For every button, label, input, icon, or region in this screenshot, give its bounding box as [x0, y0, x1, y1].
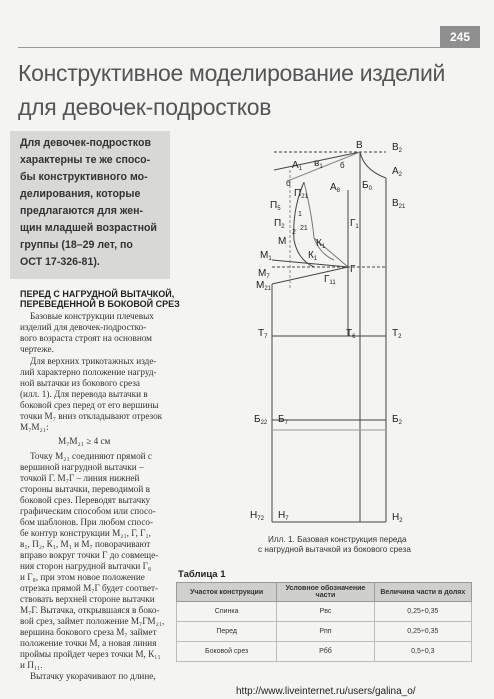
- label-B: В: [356, 140, 363, 151]
- body-line: отрезка прямой М₇Г будет соответ-: [20, 583, 159, 593]
- label-M21: $М_{21}$: [256, 280, 272, 292]
- table-row: [177, 602, 472, 622]
- label-B21: $В_{21}$: [392, 198, 406, 210]
- label-A1: $А_1$: [292, 160, 303, 172]
- intro-line: делирования, которые: [20, 188, 141, 200]
- label-n21: 21: [300, 225, 308, 232]
- table-header: Величина части в долях: [374, 583, 471, 602]
- label-M7: $М_7$: [258, 268, 270, 280]
- table-cell: Спинка: [177, 602, 277, 622]
- label-T6: $Т_6$: [346, 328, 356, 340]
- label-H2: $Н_2$: [392, 512, 403, 524]
- label-B22: $Б_{22}$: [254, 414, 268, 426]
- formula: М₇М₂₁ ≥ 4 см: [58, 436, 111, 446]
- section-heading: ПЕРЕД С НАГРУДНОЙ ВЫТАЧКОЙ,: [20, 289, 175, 299]
- body-line: вправо вокруг точки Г до совмеще-: [20, 550, 159, 560]
- label-G: Г: [350, 264, 356, 275]
- body-line: точкой Г. М₇Г – линия нижней: [20, 473, 140, 483]
- body-line: чертеже.: [20, 344, 54, 354]
- body-line: вершиной нагрудной вытачки –: [20, 462, 144, 472]
- pattern-drawing: [174, 130, 474, 530]
- body-line: Базовые конструкции плечевых: [30, 311, 154, 321]
- body-line: боковой срез перед от его вершины: [20, 400, 159, 410]
- figure-caption-line-1: Илл. 1. Базовая конструкция переда: [268, 535, 407, 544]
- body-line: (илл. 1). Для перевода вытачки в: [20, 389, 148, 399]
- body-line: проймы пройдет через точки М, К₁₁: [20, 649, 161, 659]
- intro-line: Для девочек-подростков: [20, 137, 151, 149]
- table-title: Таблица 1: [178, 569, 226, 580]
- table-cell: 0,25÷0,35: [374, 602, 471, 622]
- label-Bb2: $Б_2$: [392, 414, 402, 426]
- body-line: ствовать верхней стороне вытачки: [20, 594, 155, 604]
- label-T7: $Т_7$: [258, 328, 268, 340]
- page-title-line-2: для девочек-подростков: [18, 94, 272, 120]
- page-number: 245: [440, 26, 480, 48]
- label-G11: $Г_{11}$: [324, 274, 336, 286]
- page-title-line-1: Конструктивное моделирование изделий: [18, 60, 446, 86]
- label-H7: $Н_7$: [278, 510, 289, 522]
- table-cell: 0,5÷0,3: [374, 642, 471, 662]
- intro-line: щин младшей возрастной: [20, 222, 157, 234]
- label-A2: $А_2$: [392, 166, 403, 178]
- source-url[interactable]: http://www.liveinternet.ru/users/galina_o/: [236, 686, 416, 697]
- table-cell: Рвс: [277, 602, 374, 622]
- label-H72: $Н_{72}$: [250, 510, 264, 522]
- body-line: и Г₈, при этом новое положение: [20, 572, 145, 582]
- label-n2: 2: [292, 229, 296, 236]
- table-cell: 0,25÷0,35: [374, 622, 471, 642]
- dart-line-upper: [272, 260, 348, 267]
- label-P2: $П_2$: [274, 218, 285, 230]
- table-header-row: [177, 583, 472, 602]
- label-P21: $П_{21}$: [294, 188, 308, 200]
- label-T2: $Т_2$: [392, 328, 402, 340]
- label-B7: $Б_7$: [278, 414, 288, 426]
- body-line: в₁, П₂, К₁, М₁ и М₇ поворачивают: [20, 539, 151, 549]
- body-line: вой срез, займет положение М₇ГМ₂₁,: [20, 616, 165, 626]
- label-n1: 1: [298, 211, 302, 218]
- body-line: изделий для девочек-подростко-: [20, 322, 147, 332]
- dart-line-lower: [272, 267, 348, 284]
- label-P5: $П_5$: [270, 200, 281, 212]
- label-b2: б: [340, 161, 345, 170]
- table-header: Участок конструкции: [177, 583, 277, 602]
- body-line: Для верхних трикотажных изде-: [30, 356, 157, 366]
- body-line: ной вытачки из бокового среза: [20, 378, 140, 388]
- body-line: бом шаблонов. При любом спосо-: [20, 517, 154, 527]
- body-line: положение точки М, а новая линия: [20, 638, 157, 648]
- intro-line: характерны те же спосо-: [20, 154, 151, 166]
- header-rule: [18, 47, 440, 48]
- label-G1: $Г_1$: [350, 218, 359, 230]
- body-line: графическим способом или спосо-: [20, 506, 156, 516]
- body-line: боковой срез. Переводят вытачку: [20, 495, 151, 505]
- intro-line: бы конструктивного мо-: [20, 171, 148, 183]
- body-line: и П₁₁.: [20, 660, 43, 670]
- label-M: М: [278, 236, 287, 247]
- label-B2: $В_2$: [392, 142, 403, 154]
- body-line: бе контур конструкции М₂₁, Г, Г₁,: [20, 528, 151, 538]
- body-line: лий характерно положение нагруд-: [20, 367, 157, 377]
- intro-line: предлагаются для жен-: [20, 205, 144, 217]
- body-line: Точку М₂₁ соединяют прямой с: [30, 451, 152, 461]
- table-row: [177, 642, 472, 662]
- body-line: стороны вытачки, переводимой в: [20, 484, 150, 494]
- body-line: точки М₇ вниз откладывают отрезок: [20, 411, 163, 421]
- table-header: Условное обозначение части: [277, 583, 374, 602]
- body-line: вершина бокового среза М₇ займет: [20, 627, 157, 637]
- table-cell: Боковой срез: [177, 642, 277, 662]
- intro-line: группы (18–29 лет, по: [20, 239, 133, 251]
- label-b1: б: [286, 179, 291, 188]
- body-line: ния сторон нагрудной вытачки Г₈: [20, 561, 152, 571]
- label-M1: $М_1$: [260, 250, 272, 262]
- body-line: вого возраста строят на основном: [20, 333, 152, 343]
- label-v1: $в_1$: [314, 158, 323, 170]
- table-cell: Перед: [177, 622, 277, 642]
- data-table: [176, 582, 472, 662]
- table-cell: Рбб: [277, 642, 374, 662]
- table-cell: Рпп: [277, 622, 374, 642]
- neck-curve: [360, 152, 386, 178]
- table-row: [177, 622, 472, 642]
- label-K: $К_1$: [308, 250, 318, 262]
- body-line: М₇М₂₁:: [20, 422, 49, 432]
- body-line: М₇Г. Вытачка, открывшаяся в боко-: [20, 605, 160, 615]
- body-line: Вытачку укорачивают по длине,: [30, 671, 156, 681]
- label-A8: $А_8$: [330, 182, 341, 194]
- label-K1: $К_1$: [316, 238, 326, 250]
- label-B0: $Б_0$: [362, 180, 372, 192]
- intro-line: ОСТ 17-326-81).: [20, 256, 100, 268]
- figure-caption-line-2: с нагрудной вытачкой из бокового среза: [258, 545, 411, 554]
- section-heading: ПЕРЕВЕДЕННОЙ В БОКОВОЙ СРЕЗ: [20, 299, 180, 309]
